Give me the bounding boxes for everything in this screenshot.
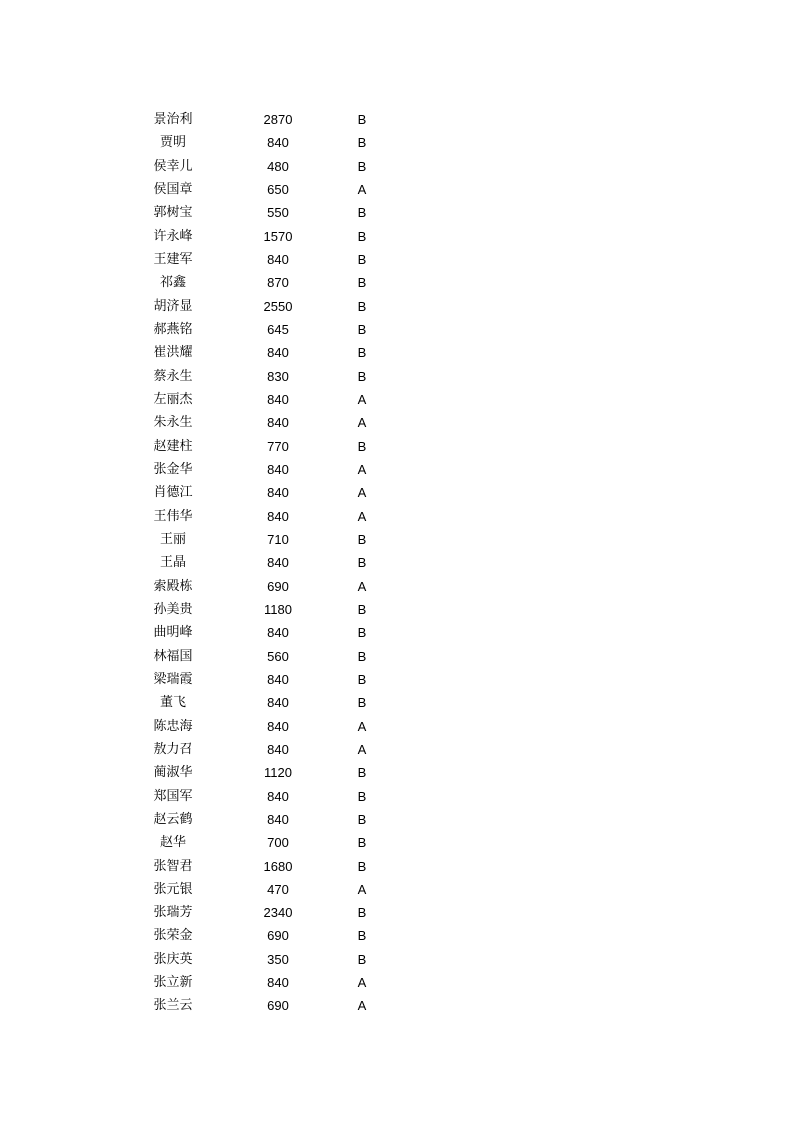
name-cell: 王伟华 [153,508,193,524]
amount-cell: 690 [267,998,289,1014]
amount-cell: 645 [267,321,289,337]
grade-cell: A [357,881,367,897]
grade-cell: A [357,508,367,524]
table-row [130,645,410,668]
name-cell: 董飞 [159,695,186,711]
name-cell: 张瑞芳 [153,905,193,921]
amount-cell: 690 [267,578,289,594]
amount-cell: 840 [267,345,289,361]
grade-cell: B [357,298,367,314]
amount-cell: 830 [267,368,289,384]
amount-cell: 350 [267,951,289,967]
grade-cell: A [357,181,367,197]
name-cell: 赵云鹤 [153,811,193,827]
name-cell: 侯国章 [153,181,193,197]
name-cell: 王晶 [159,555,186,571]
amount-cell: 1570 [263,228,293,244]
grade-cell: B [357,625,367,641]
name-cell: 郭树宝 [153,205,193,221]
amount-cell: 840 [267,251,289,267]
name-cell: 肖德江 [153,485,193,501]
grade-cell: B [357,135,367,151]
name-cell: 梁瑞霞 [153,671,193,687]
grade-cell: B [357,555,367,571]
amount-cell: 840 [267,461,289,477]
grade-cell: B [357,601,367,617]
name-cell: 张兰云 [153,998,193,1014]
grade-cell: A [357,718,367,734]
amount-cell: 840 [267,671,289,687]
grade-cell: A [357,578,367,594]
grade-cell: B [357,648,367,664]
name-cell: 索殿栋 [153,578,193,594]
table-row [130,388,410,411]
name-cell: 张庆英 [153,951,193,967]
grade-cell: A [357,741,367,757]
name-cell: 孙美贵 [153,601,193,617]
name-cell: 陈忠海 [153,718,193,734]
grade-cell: B [357,321,367,337]
grade-cell: B [357,905,367,921]
name-cell: 曲明峰 [153,625,193,641]
amount-cell: 2340 [263,905,293,921]
name-cell: 祁鑫 [159,275,186,291]
grade-cell: A [357,975,367,991]
table-row [130,295,410,318]
grade-cell: B [357,275,367,291]
grade-cell: B [357,765,367,781]
name-cell: 张金华 [153,461,193,477]
grade-cell: B [357,438,367,454]
amount-cell: 1120 [264,765,292,781]
grade-cell: A [357,998,367,1014]
name-cell: 侯幸儿 [153,158,193,174]
table-row [130,715,410,738]
amount-cell: 840 [267,391,289,407]
grade-cell: B [357,928,367,944]
grade-cell: B [357,951,367,967]
table-row [130,271,410,294]
grade-cell: B [357,788,367,804]
amount-cell: 690 [267,928,289,944]
table-row [130,621,410,644]
table-row [130,855,410,878]
amount-cell: 840 [267,625,289,641]
grade-cell: B [357,368,367,384]
name-cell: 王丽 [159,531,186,547]
table-row [130,761,410,784]
grade-cell: B [357,671,367,687]
name-cell: 朱永生 [153,415,193,431]
grade-cell: B [357,158,367,174]
amount-cell: 840 [267,485,289,501]
amount-cell: 2550 [263,298,293,314]
table-row [130,341,410,364]
table-row [130,551,410,574]
name-cell: 郑国军 [153,788,193,804]
grade-cell: B [357,112,367,127]
name-cell: 景治利 [153,112,193,127]
name-cell: 胡济显 [153,298,193,314]
table-row [130,435,410,458]
name-cell: 许永峰 [153,228,193,244]
amount-cell: 560 [267,648,289,664]
table-row [130,318,410,341]
grade-cell: B [357,858,367,874]
table-row [130,994,410,1017]
amount-cell: 1180 [264,601,292,617]
table-row [130,458,410,481]
name-cell: 崔洪耀 [153,345,193,361]
amount-cell: 650 [267,181,289,197]
table-row [130,691,410,714]
amount-cell: 840 [267,555,289,571]
amount-cell: 770 [267,438,289,454]
table-row [130,178,410,201]
grade-cell: B [357,531,367,547]
name-cell: 林福国 [153,648,193,664]
name-cell: 敖力召 [153,741,193,757]
grade-cell: A [357,461,367,477]
grade-cell: B [357,835,367,851]
table-row [130,738,410,761]
table-row [130,505,410,528]
table-row [130,668,410,691]
table-row [130,971,410,994]
table-row [130,924,410,947]
table-row [130,831,410,854]
name-cell: 郝燕铭 [153,321,193,337]
amount-cell: 840 [267,811,289,827]
grade-cell: B [357,251,367,267]
amount-cell: 700 [267,835,289,851]
table-row [130,131,410,154]
grade-cell: B [357,811,367,827]
amount-cell: 470 [267,881,289,897]
name-cell: 张智君 [153,858,193,874]
amount-cell: 840 [267,975,289,991]
table-row [130,901,410,924]
amount-cell: 710 [267,531,289,547]
amount-cell: 840 [267,788,289,804]
table-row [130,575,410,598]
name-cell: 张荣金 [153,928,193,944]
grade-cell: A [357,391,367,407]
name-cell: 贾明 [159,135,186,151]
grade-cell: B [357,205,367,221]
amount-cell: 480 [267,158,289,174]
grade-cell: B [357,345,367,361]
table-row [130,808,410,831]
amount-cell: 840 [267,135,289,151]
grade-cell: A [357,415,367,431]
name-cell: 张立新 [153,975,193,991]
table-row [130,481,410,504]
amount-cell: 840 [267,695,289,711]
table-row [130,878,410,901]
table-row [130,225,410,248]
amount-cell: 840 [267,718,289,734]
table-row [130,365,410,388]
amount-cell: 840 [267,741,289,757]
grade-cell: B [357,695,367,711]
name-cell: 蔺淑华 [153,765,193,781]
grade-cell: A [357,485,367,501]
amount-cell: 550 [267,205,289,221]
name-cell: 蔡永生 [153,368,193,384]
table-row [130,201,410,224]
table-row [130,248,410,271]
name-cell: 赵建柱 [153,438,193,454]
amount-cell: 840 [267,415,289,431]
table-row [130,948,410,971]
table-row [130,598,410,621]
name-cell: 王建军 [153,251,193,267]
amount-cell: 2870 [263,112,293,127]
amount-cell: 1680 [263,858,293,874]
name-cell: 张元银 [153,881,193,897]
table-row [130,785,410,808]
name-cell: 左丽杰 [153,391,193,407]
table-row [130,108,410,131]
amount-cell: 840 [267,508,289,524]
table-row [130,411,410,434]
table-row [130,155,410,178]
name-cell: 赵华 [159,835,186,851]
data-table [130,108,410,1018]
grade-cell: B [357,228,367,244]
amount-cell: 870 [267,275,289,291]
table-row [130,528,410,551]
